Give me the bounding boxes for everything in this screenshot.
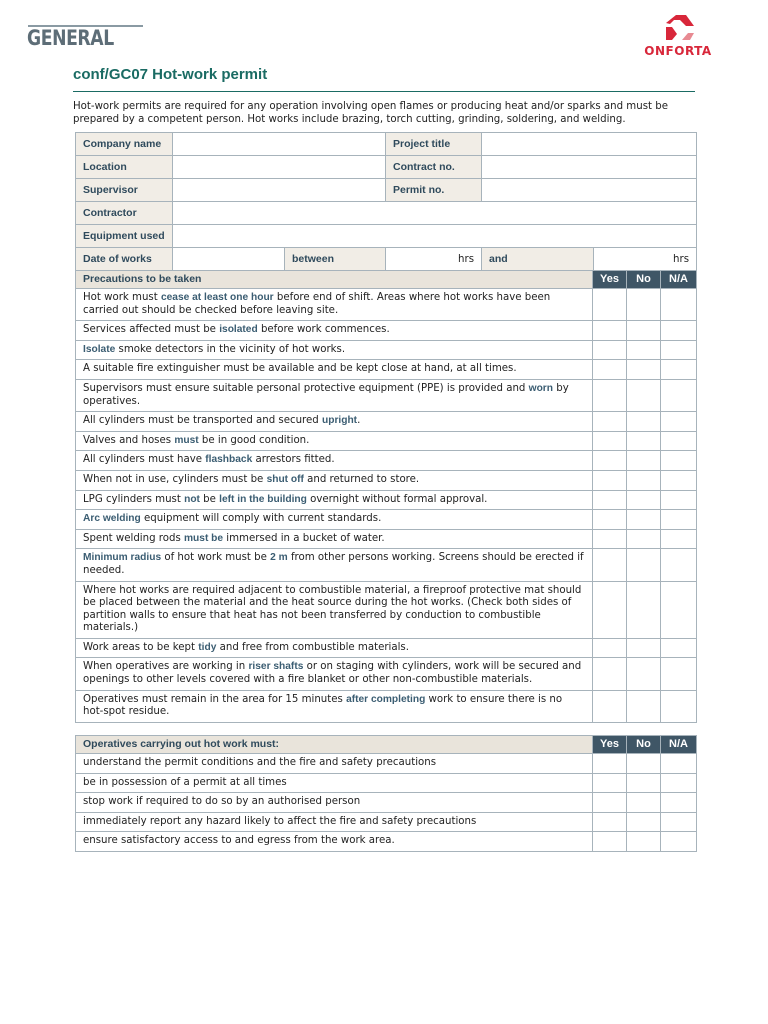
precautions-header-row — [76, 271, 697, 289]
operatives-table — [75, 735, 697, 852]
keyword-text: flashback — [205, 454, 253, 466]
body-text: from other persons working. Screens should be erected if needed. — [83, 552, 584, 576]
operatives-col-na: N/A — [661, 736, 697, 754]
precaution-text — [76, 412, 593, 432]
keyword-text: upright — [322, 415, 358, 427]
body-text: arrestors fitted. — [252, 454, 335, 466]
table-row — [76, 581, 697, 638]
company-name-field[interactable] — [173, 133, 386, 156]
date-of-works-field[interactable] — [173, 248, 285, 271]
body-text: overnight without formal approval. — [306, 493, 488, 505]
checkbox-na[interactable] — [661, 510, 697, 530]
table-row — [76, 470, 697, 490]
operatives-header-row — [76, 736, 697, 754]
checkbox-na[interactable] — [661, 340, 697, 360]
checkbox-no[interactable] — [627, 793, 661, 813]
operative-duty-text: stop work if required to do so by an authorised person — [76, 793, 593, 813]
checkbox-no[interactable] — [627, 470, 661, 490]
checkbox-yes[interactable] — [593, 451, 627, 471]
precaution-text — [76, 529, 593, 549]
table-row — [76, 658, 697, 690]
location-field[interactable] — [173, 156, 386, 179]
permit-no-field[interactable] — [482, 179, 697, 202]
body-text: Hot work must — [83, 292, 161, 303]
precaution-text — [76, 451, 593, 471]
equipment-used-field[interactable] — [173, 225, 697, 248]
operative-duty-text: immediately report any hazard likely to affect the fire and safety precautions — [76, 812, 593, 832]
checkbox-no[interactable] — [627, 510, 661, 530]
checkbox-yes[interactable] — [593, 340, 627, 360]
keyword-text: cease at least one hour — [160, 292, 274, 303]
company-name-label: Company name — [76, 133, 173, 156]
checkbox-yes[interactable] — [593, 549, 627, 581]
checkbox-no[interactable] — [627, 690, 661, 722]
keyword-text: Isolate — [83, 343, 116, 355]
keyword-text: after completing — [346, 693, 426, 705]
checkbox-no[interactable] — [627, 360, 661, 380]
details-row-contractor — [76, 202, 697, 225]
precaution-text — [76, 581, 593, 638]
precaution-text — [76, 638, 593, 658]
precaution-text — [76, 379, 593, 411]
checkbox-yes[interactable] — [593, 431, 627, 451]
date-of-works-label: Date of works — [76, 248, 173, 271]
checkbox-yes[interactable] — [593, 793, 627, 813]
table-row — [76, 549, 697, 581]
body-text: equipment will comply with current standards. — [140, 513, 382, 525]
precaution-text — [76, 549, 593, 581]
precaution-text — [76, 431, 593, 451]
checkbox-yes[interactable] — [593, 812, 627, 832]
body-text: before work commences. — [257, 324, 390, 336]
keyword-text: isolated — [219, 324, 258, 336]
supervisor-label: Supervisor — [76, 179, 173, 202]
checkbox-no[interactable] — [627, 832, 661, 852]
body-text: Valves and hoses — [83, 434, 175, 446]
checkbox-no[interactable] — [627, 490, 661, 510]
checkbox-yes[interactable] — [593, 754, 627, 774]
body-text: Work areas to be kept — [83, 641, 199, 653]
details-row-location — [76, 156, 697, 179]
body-text: Supervisors must ensure suitable personal protective equipment (PPE) is provided and — [83, 382, 529, 394]
end-time-field[interactable] — [594, 248, 697, 271]
checkbox-no[interactable] — [627, 638, 661, 658]
checkbox-na[interactable] — [661, 773, 697, 793]
body-text: immersed in a bucket of water. — [223, 532, 385, 544]
keyword-text: must be — [184, 532, 224, 544]
checkbox-na[interactable] — [661, 412, 697, 432]
checkbox-no[interactable] — [627, 321, 661, 341]
checkbox-yes[interactable] — [593, 832, 627, 852]
title-divider — [73, 91, 695, 92]
table-row — [76, 360, 697, 380]
precaution-text — [76, 690, 593, 722]
body-text: Where hot works are required adjacent to combustible material, a fireproof protective mat should be placed between the material and the heat source during the hot works. (Check both sides of partition walls to ensure that heat has not been transferred by conduction to combustible materials.) — [83, 584, 582, 634]
checkbox-no[interactable] — [627, 340, 661, 360]
precaution-text — [76, 658, 593, 690]
checkbox-na[interactable] — [661, 581, 697, 638]
keyword-text: shut off — [266, 473, 304, 485]
operatives-col-no: No — [627, 736, 661, 754]
table-row — [76, 289, 697, 321]
checkbox-na[interactable] — [661, 638, 697, 658]
checkbox-yes[interactable] — [593, 510, 627, 530]
checkbox-no[interactable] — [627, 549, 661, 581]
table-row — [76, 451, 697, 471]
checkbox-no[interactable] — [627, 812, 661, 832]
checkbox-na[interactable] — [661, 658, 697, 690]
contract-no-field[interactable] — [482, 156, 697, 179]
table-row — [76, 321, 697, 341]
precaution-text — [76, 470, 593, 490]
table-row — [76, 793, 697, 813]
table-row — [76, 773, 697, 793]
table-row — [76, 510, 697, 530]
table-row — [76, 754, 697, 774]
table-row — [76, 379, 697, 411]
operatives-col-yes: Yes — [593, 736, 627, 754]
checkbox-no[interactable] — [627, 581, 661, 638]
between-label: between — [285, 248, 386, 271]
checkbox-na[interactable] — [661, 379, 697, 411]
table-row — [76, 529, 697, 549]
body-text: or on staging with cylinders, work will be secured and openings to other levels covered with a fire blanket or other non-combustible materials. — [83, 661, 582, 686]
equipment-used-label: Equipment used — [76, 225, 173, 248]
checkbox-na[interactable] — [661, 812, 697, 832]
body-text: Operatives must remain in the area for 15 minutes — [83, 693, 347, 705]
checkbox-no[interactable] — [627, 754, 661, 774]
checkbox-yes[interactable] — [593, 490, 627, 510]
body-text: be — [199, 493, 220, 505]
checkbox-no[interactable] — [627, 379, 661, 411]
section-label: GENERAL — [27, 26, 114, 50]
supervisor-field[interactable] — [173, 179, 386, 202]
keyword-text: tidy — [198, 641, 217, 653]
body-text: LPG cylinders must — [83, 493, 185, 505]
checkbox-na[interactable] — [661, 431, 697, 451]
body-text: When not in use, cylinders must be — [83, 473, 267, 485]
checkbox-na[interactable] — [661, 690, 697, 722]
precaution-text — [76, 340, 593, 360]
page-title: conf/GC07 Hot-work permit — [73, 66, 268, 83]
checkbox-yes[interactable] — [593, 412, 627, 432]
permit-details-table — [75, 132, 697, 271]
details-row-supervisor — [76, 179, 697, 202]
body-text: by operatives. — [83, 382, 569, 407]
precaution-text — [76, 490, 593, 510]
precaution-text — [76, 289, 593, 321]
checkbox-na[interactable] — [661, 793, 697, 813]
precautions-col-no: No — [627, 271, 661, 289]
keyword-text: 2 m — [270, 552, 288, 564]
body-text: be in good condition. — [198, 434, 310, 446]
checkbox-yes[interactable] — [593, 289, 627, 321]
operative-duty-text: ensure satisfactory access to and egress from the work area. — [76, 832, 593, 852]
table-row — [76, 340, 697, 360]
table-row — [76, 638, 697, 658]
keyword-text: left in the building — [219, 493, 307, 505]
start-time-field[interactable] — [386, 248, 482, 271]
checkbox-no[interactable] — [627, 529, 661, 549]
intro-text: Hot-work permits are required for any operation involving open flames or producing heat and/or sparks and must be prepared by a competent person. Hot works include brazing, torch cutting, grinding, soldering, and welding. — [73, 101, 668, 125]
checkbox-no[interactable] — [627, 773, 661, 793]
body-text: All cylinders must have — [83, 454, 206, 466]
checkbox-yes[interactable] — [593, 773, 627, 793]
checkbox-na[interactable] — [661, 832, 697, 852]
checkbox-yes[interactable] — [593, 360, 627, 380]
body-text: Services affected must be — [83, 324, 220, 336]
checkbox-na[interactable] — [661, 451, 697, 471]
body-text: work to ensure there is no hot-spot residue. — [83, 693, 563, 718]
body-text: . — [357, 415, 361, 427]
keyword-text: riser shafts — [248, 661, 304, 673]
body-text: before end of shift. Areas where hot works have been carried out should be checked before leaving site. — [83, 292, 551, 316]
checkbox-no[interactable] — [627, 289, 661, 321]
operative-duty-text: understand the permit conditions and the fire and safety precautions — [76, 754, 593, 774]
hrs-unit-end: hrs — [673, 253, 689, 265]
precautions-table — [75, 270, 697, 723]
precaution-text — [76, 321, 593, 341]
checkbox-yes[interactable] — [593, 321, 627, 341]
table-row — [76, 812, 697, 832]
details-row-equipment — [76, 225, 697, 248]
precaution-text — [76, 360, 593, 380]
hrs-unit-start: hrs — [458, 253, 474, 265]
body-text: and returned to store. — [303, 473, 420, 485]
checkbox-na[interactable] — [661, 754, 697, 774]
logo-text: ONFORTA — [644, 44, 712, 58]
keyword-text: not — [184, 493, 200, 505]
checkbox-na[interactable] — [661, 470, 697, 490]
table-row — [76, 690, 697, 722]
checkbox-na[interactable] — [661, 321, 697, 341]
project-title-field[interactable] — [482, 133, 697, 156]
keyword-text: Arc welding — [83, 513, 141, 525]
details-row-company — [76, 133, 697, 156]
checkbox-na[interactable] — [661, 360, 697, 380]
table-row — [76, 412, 697, 432]
location-label: Location — [76, 156, 173, 179]
precautions-col-na: N/A — [661, 271, 697, 289]
precaution-text — [76, 510, 593, 530]
precautions-header: Precautions to be taken — [76, 271, 593, 289]
checkbox-yes[interactable] — [593, 581, 627, 638]
body-text: A suitable fire extinguisher must be available and be kept close at hand, at all times. — [83, 363, 517, 375]
company-logo — [636, 14, 720, 60]
checkbox-yes[interactable] — [593, 470, 627, 490]
checkbox-no[interactable] — [627, 451, 661, 471]
keyword-text: worn — [528, 382, 553, 394]
checkbox-no[interactable] — [627, 431, 661, 451]
operatives-header: Operatives carrying out hot work must: — [76, 736, 593, 754]
precautions-col-yes: Yes — [593, 271, 627, 289]
operative-duty-text: be in possession of a permit at all times — [76, 773, 593, 793]
body-text: and free from combustible materials. — [216, 641, 409, 653]
keyword-text: Minimum radius — [83, 552, 162, 564]
checkbox-yes[interactable] — [593, 529, 627, 549]
checkbox-no[interactable] — [627, 412, 661, 432]
logo-mark-icon — [636, 14, 720, 44]
checkbox-yes[interactable] — [593, 690, 627, 722]
checkbox-yes[interactable] — [593, 658, 627, 690]
checkbox-yes[interactable] — [593, 638, 627, 658]
body-text: All cylinders must be transported and secured — [83, 415, 322, 427]
permit-no-label: Permit no. — [386, 179, 482, 202]
body-text: smoke detectors in the vicinity of hot works. — [115, 343, 346, 355]
project-title-label: Project title — [386, 133, 482, 156]
contractor-label: Contractor — [76, 202, 173, 225]
checkbox-na[interactable] — [661, 529, 697, 549]
table-row — [76, 490, 697, 510]
details-row-date — [76, 248, 697, 271]
body-text: When operatives are working in — [83, 661, 249, 673]
keyword-text: must — [174, 434, 199, 446]
table-row — [76, 832, 697, 852]
checkbox-na[interactable] — [661, 549, 697, 581]
table-row — [76, 431, 697, 451]
contract-no-label: Contract no. — [386, 156, 482, 179]
checkbox-no[interactable] — [627, 658, 661, 690]
checkbox-na[interactable] — [661, 490, 697, 510]
checkbox-yes[interactable] — [593, 379, 627, 411]
and-label: and — [482, 248, 594, 271]
body-text: Spent welding rods — [83, 532, 184, 544]
contractor-field[interactable] — [173, 202, 697, 225]
body-text: of hot work must be — [161, 552, 271, 564]
checkbox-na[interactable] — [661, 289, 697, 321]
